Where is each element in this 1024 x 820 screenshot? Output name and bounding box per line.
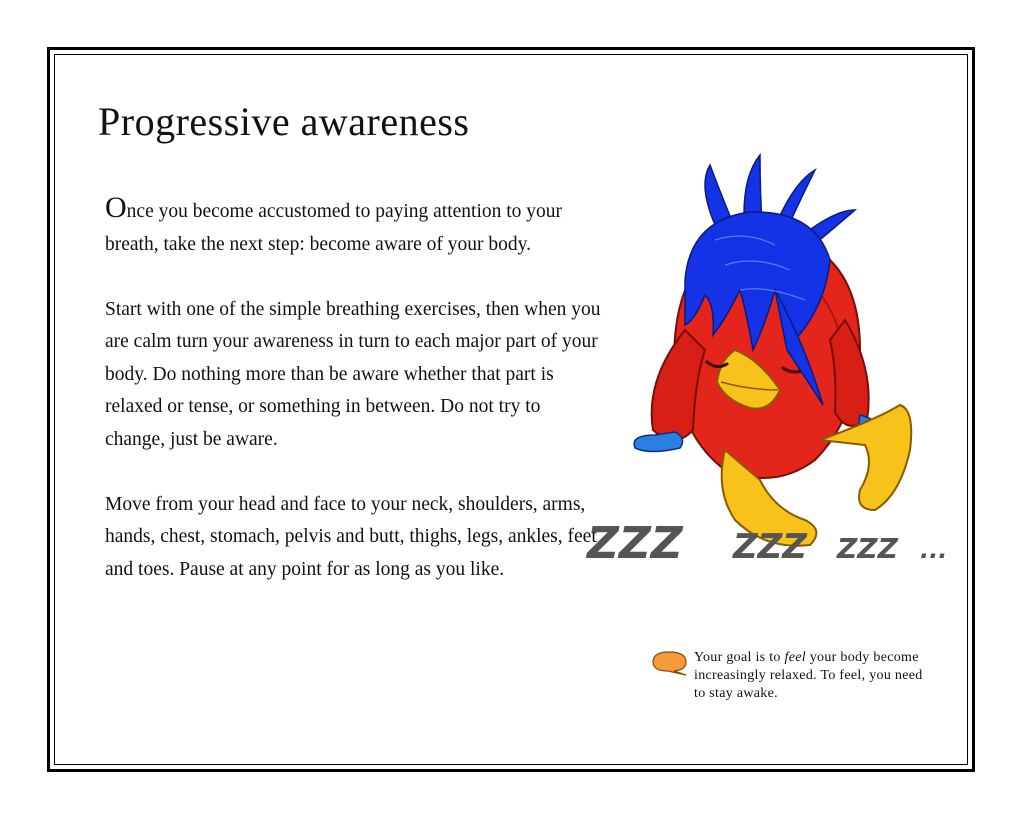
drop-cap: O <box>105 191 127 224</box>
note-text-before: Your goal is to <box>694 650 785 665</box>
zzz-large: ZZZ <box>587 518 683 569</box>
paragraph-intro <box>105 192 605 261</box>
bird-wing-right <box>830 320 869 426</box>
body-text <box>105 192 605 619</box>
zzz-ellipsis: ... <box>920 536 948 564</box>
speech-bubble-icon <box>650 650 690 676</box>
paragraph-intro-text: nce you become accustomed to paying attention to your breath, take the next step: become aware of your body. <box>105 201 563 255</box>
note-text-after: your body become increasingly relaxed. To feel, you need to stay awake. <box>694 650 923 701</box>
zzz-small: ZZZ <box>837 532 898 565</box>
zzz-medium: ZZZ <box>733 527 807 567</box>
page-title: Progressive awareness <box>98 99 470 144</box>
paragraph-body-parts: Move from your head and face to your neck, shoulders, arms, hands, chest, stomach, pelvis and butt, thighs, legs, ankles, feet and toes. Pause at any point for as long as you like. <box>105 493 597 580</box>
sleeping-bird-icon <box>575 150 955 590</box>
note-emphasis: feel <box>784 650 806 665</box>
note-text <box>694 649 934 703</box>
paragraph-instructions: Start with one of the simple breathing exercises, then when you are calm turn your awareness in turn to each major part of your body. Do nothing more than be aware whether that part is relaxed or tense, or something in between. Do not try to change, just be aware. <box>105 298 601 450</box>
